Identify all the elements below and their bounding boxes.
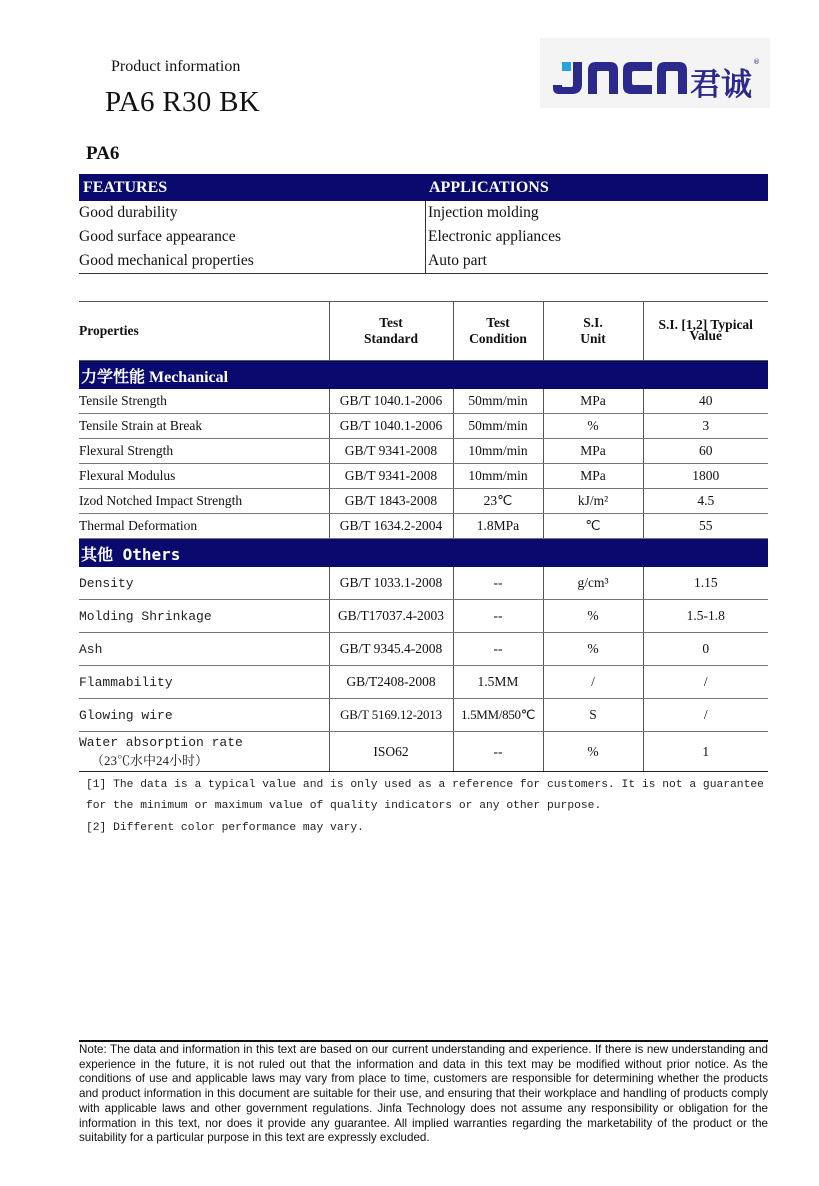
footnote-2: [2] Different color performance may vary. [86,822,364,834]
test-condition: 50mm/min [453,389,543,414]
si-unit: % [543,414,643,439]
header-test-standard [329,302,453,361]
feature-item: Good mechanical properties [79,252,254,269]
company-logo [540,38,770,108]
features-body [79,201,768,274]
si-unit: % [543,732,643,772]
header-test-standard-text: Test Standard [363,315,419,346]
test-condition: 23℃ [453,489,543,514]
property-name: Flexural Strength [79,439,329,464]
application-item: Injection molding [428,204,539,221]
si-unit: / [543,666,643,699]
typical-value: 3 [643,414,768,439]
logo-letter-n2 [657,62,687,94]
table-row [79,489,768,514]
test-condition: 10mm/min [453,464,543,489]
disclaimer-note: Note: The data and information in this text are based on our current understanding and experience. If there is new understanding and experience in the future, it is not ruled out that the information and data in this text may be modified without prior notice. As the conditions of use and applicable laws may vary from place to time, customers are responsible for determining whether the products and product information in this document are suitable for their use, and ensuring that their workplace and handling of products comply with applicable laws and other government regulations. Jinfa Technology does not assume any responsibility or obligation for the information in this text, nor does it provide any guarantee. All implied warranties regarding the marketability of the product or the suitability for a particular purpose in this text are expressly excluded. [79,1043,768,1145]
test-condition: 1.5MM/850℃ [453,699,543,732]
test-standard: GB/T 1634.2-2004 [329,514,453,539]
table-row [79,666,768,699]
footnote-1: [1] The data is a typical value and is only used as a reference for customers. It is not a guarantee for the minimum or maximum value of quality indicators or any other purpose. [86,779,764,812]
header-si-unit [543,302,643,361]
header-test-condition-text: Test Condition [469,315,527,346]
disclaimer-divider [79,1040,768,1042]
test-condition: 10mm/min [453,439,543,464]
property-name-cell [79,732,329,772]
si-unit: % [543,600,643,633]
features-applications-table [79,174,768,274]
si-unit: % [543,633,643,666]
table-row [79,514,768,539]
typical-value: 1.15 [643,567,768,600]
typical-value: 1 [643,732,768,772]
test-condition: -- [453,732,543,772]
typical-value: / [643,699,768,732]
section-mechanical-label: 力学性能 Mechanical [79,361,768,390]
section-others [79,539,768,568]
table-row [79,389,768,414]
test-condition: -- [453,600,543,633]
table-row [79,732,768,772]
si-unit: g/cm³ [543,567,643,600]
table-row [79,464,768,489]
test-condition: 50mm/min [453,414,543,439]
property-name: Molding Shrinkage [79,600,329,633]
typical-value: 0 [643,633,768,666]
section-others-label: 其他 Others [79,539,768,568]
test-standard: GB/T17037.4-2003 [329,600,453,633]
typical-value: 40 [643,389,768,414]
si-unit: MPa [543,439,643,464]
jncn-logo-icon [540,38,770,108]
si-unit: ℃ [543,514,643,539]
feature-item: Good surface appearance [79,228,236,245]
si-unit: MPa [543,464,643,489]
table-row [79,600,768,633]
header-properties: Properties [79,302,329,361]
property-name: Thermal Deformation [79,514,329,539]
logo-chinese-text: 君诚 [690,67,752,103]
test-standard: GB/T 5169.12-2013 [329,699,453,732]
property-name: Water absorption rate [79,734,243,750]
typical-value: 55 [643,514,768,539]
properties-table [79,301,768,772]
test-standard: GB/T 9341-2008 [329,439,453,464]
test-condition: 1.5MM [453,666,543,699]
section-mechanical [79,361,768,390]
properties-header-row [79,302,768,361]
typical-value: 1.5-1.8 [643,600,768,633]
test-condition: -- [453,567,543,600]
table-row [79,567,768,600]
header-typical-value [643,302,768,361]
property-name: Tensile Strain at Break [79,414,329,439]
property-name: Tensile Strength [79,389,329,414]
applications-list [425,201,768,273]
test-standard: ISO62 [329,732,453,772]
typical-value: 4.5 [643,489,768,514]
registered-mark-icon: ® [753,58,760,66]
application-item: Auto part [428,252,487,269]
property-name: Izod Notched Impact Strength [79,489,329,514]
header-si-unit-text: S.I. Unit [580,315,606,346]
application-item: Electronic appliances [428,228,561,245]
si-unit: S [543,699,643,732]
features-list [79,201,425,273]
typical-value: 60 [643,439,768,464]
logo-accent-square [562,62,571,71]
features-header: FEATURES [83,179,168,196]
property-name: Flexural Modulus [79,464,329,489]
test-standard: GB/T 1033.1-2008 [329,567,453,600]
logo-letter-c [623,62,652,94]
table-row [79,633,768,666]
test-standard: GB/T 1040.1-2006 [329,389,453,414]
typical-value: / [643,666,768,699]
property-name: Density [79,567,329,600]
test-standard: GB/T2408-2008 [329,666,453,699]
logo-letter-n1 [588,62,618,94]
table-row [79,699,768,732]
material-heading: PA6 [86,143,120,164]
applications-header: APPLICATIONS [429,179,549,196]
header-test-condition [453,302,543,361]
property-name: Glowing wire [79,699,329,732]
test-condition: -- [453,633,543,666]
features-header-row [79,174,768,201]
test-standard: GB/T 9345.4-2008 [329,633,453,666]
document-subtitle: Product information [111,58,241,75]
property-name: Flammability [79,666,329,699]
table-row [79,439,768,464]
product-title: PA6 R30 BK [105,86,261,118]
feature-item: Good durability [79,204,178,221]
si-unit: MPa [543,389,643,414]
test-standard: GB/T 9341-2008 [329,464,453,489]
property-name: Ash [79,633,329,666]
test-condition: 1.8MPa [453,514,543,539]
header-typical-value-text: S.I. [1,2] Typical Value [658,316,753,343]
table-row [79,414,768,439]
si-unit: kJ/m² [543,489,643,514]
test-standard: GB/T 1843-2008 [329,489,453,514]
test-standard: GB/T 1040.1-2006 [329,414,453,439]
typical-value: 1800 [643,464,768,489]
property-name-sub: （23℃水中24小时） [91,752,209,768]
